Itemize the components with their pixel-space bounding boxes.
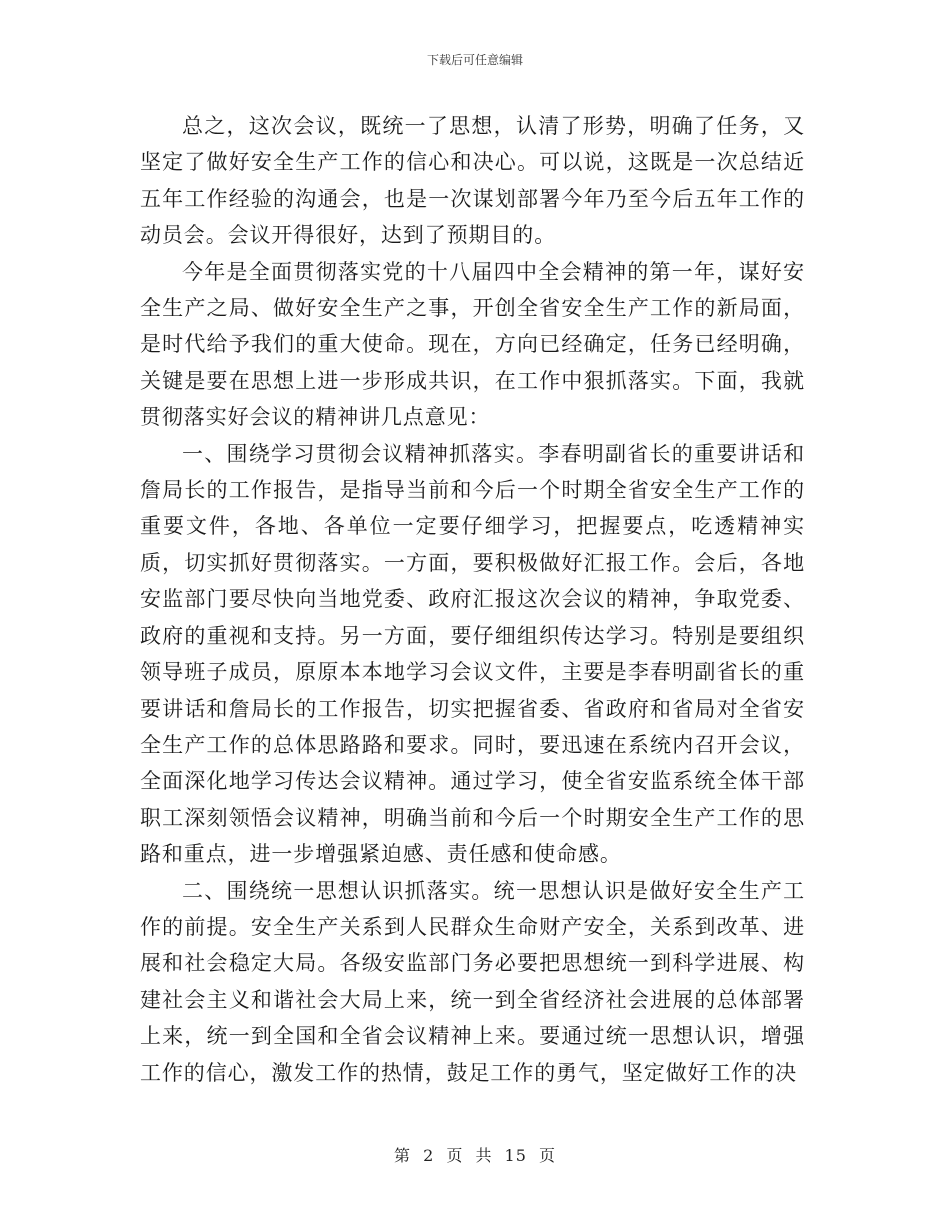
header-note: 下载后可任意编辑	[426, 53, 523, 67]
document-body	[140, 108, 805, 1091]
page-number: 第 2 页 共 15 页	[394, 1146, 556, 1165]
paragraph-intro: 今年是全面贯彻落实党的十八届四中全会精神的第一年，谋好安全生产之局、做好安全生产之事，开创全省安全生产工作的新局面，是时代给予我们的重大使命。现在，方向已经确定，任务已经明确，关键是要在思想上进一步形成共识，在工作中狠抓落实。下面，我就贯彻落实好会议的精神讲几点意见：	[140, 259, 805, 430]
paragraph-point-one: 一、围绕学习贯彻会议精神抓落实。李春明副省长的重要讲话和詹局长的工作报告，是指导当前和今后一个时期全省安全生产工作的重要文件，各地、各单位一定要仔细学习，把握要点，吃透精神实质，切实抓好贯彻落实。一方面，要积极做好汇报工作。会后，各地安监部门要尽快向当地党委、政府汇报这次会议的精神，争取党委、政府的重视和支持。另一方面，要仔细组织传达学习。特别是要组织领导班子成员，原原本本地学习会议文件，主要是李春明副省长的重要讲话和詹局长的工作报告，切实把握省委、省政府和省局对全省安全生产工作的总体思路路和要求。同时，要迅速在系统内召开会议，全面深化地学习传达会议精神。通过学习，使全省安监系统全体干部职工深刻领悟会议精神，明确当前和今后一个时期安全生产工作的思路和重点，进一步增强紧迫感、责任感和使命感。	[140, 441, 805, 867]
paragraph-summary: 总之，这次会议，既统一了思想，认清了形势，明确了任务，又坚定了做好安全生产工作的信心和决心。可以说，这既是一次总结近五年工作经验的沟通会，也是一次谋划部署今年乃至今后五年工作的动员会。会议开得很好，达到了预期目的。	[140, 114, 805, 248]
paragraph-point-two: 二、围绕统一思想认识抓落实。统一思想认识是做好安全生产工作的前提。安全生产关系到人民群众生命财产安全，关系到改革、进展和社会稳定大局。各级安监部门务必要把思想统一到科学进展、构建社会主义和谐社会大局上来，统一到全省经济社会进展的总体部署上来，统一到全国和全省会议精神上来。要通过统一思想认识，增强工作的信心，激发工作的热情，鼓足工作的勇气，坚定做好工作的决	[140, 878, 805, 1085]
